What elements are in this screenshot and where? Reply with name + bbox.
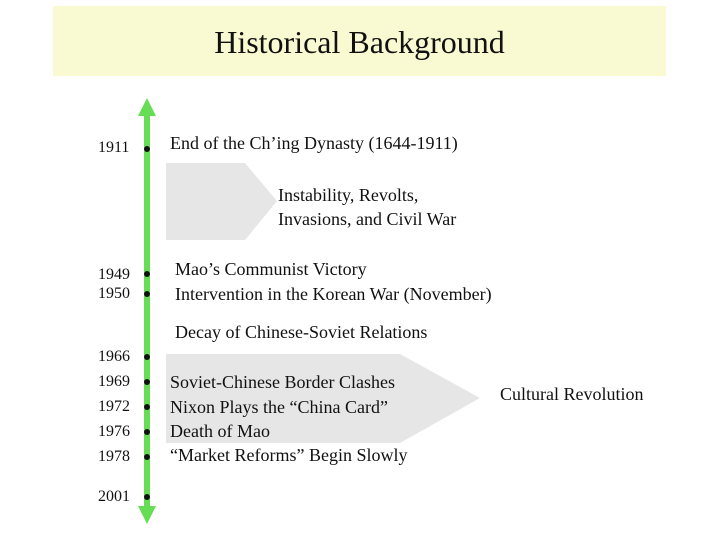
instability-arrow-shape — [166, 163, 277, 240]
event-market-reforms: “Market Reforms” Begin Slowly — [170, 445, 408, 465]
year-1978: 1978 — [98, 448, 130, 465]
year-1969: 1969 — [98, 373, 130, 390]
year-1911: 1911 — [98, 139, 130, 156]
dot-1976 — [144, 429, 150, 435]
dot-2001 — [144, 494, 150, 500]
dot-1949 — [144, 271, 150, 277]
year-1949: 1949 — [98, 266, 130, 283]
dot-1911 — [144, 146, 150, 152]
event-instability-line2: Invasions, and Civil War — [278, 209, 457, 229]
timeline-arrowhead-bottom — [138, 506, 156, 524]
event-nixon: Nixon Plays the “China Card” — [170, 397, 388, 417]
year-1976: 1976 — [98, 423, 130, 440]
year-1972: 1972 — [98, 398, 130, 415]
event-mao-death: Death of Mao — [170, 421, 270, 441]
dot-1950 — [144, 291, 150, 297]
dot-1969 — [144, 379, 150, 385]
event-mao-victory: Mao’s Communist Victory — [175, 259, 367, 279]
event-border-clashes: Soviet-Chinese Border Clashes — [170, 372, 395, 392]
dot-1972 — [144, 404, 150, 410]
dot-1978 — [144, 454, 150, 460]
event-sino-soviet-decay: Decay of Chinese-Soviet Relations — [175, 322, 428, 342]
event-instability-line1: Instability, Revolts, — [278, 185, 419, 205]
timeline-arrowhead-top — [138, 98, 156, 116]
year-1966: 1966 — [98, 348, 130, 365]
year-1950: 1950 — [98, 285, 130, 302]
dot-1966 — [144, 354, 150, 360]
year-2001: 2001 — [98, 488, 130, 505]
event-cultural-revolution: Cultural Revolution — [500, 384, 644, 404]
page-title: Historical Background — [214, 24, 505, 60]
event-korean-war: Intervention in the Korean War (November) — [175, 284, 492, 304]
event-ching-end: End of the Ch’ing Dynasty (1644-1911) — [170, 133, 458, 153]
